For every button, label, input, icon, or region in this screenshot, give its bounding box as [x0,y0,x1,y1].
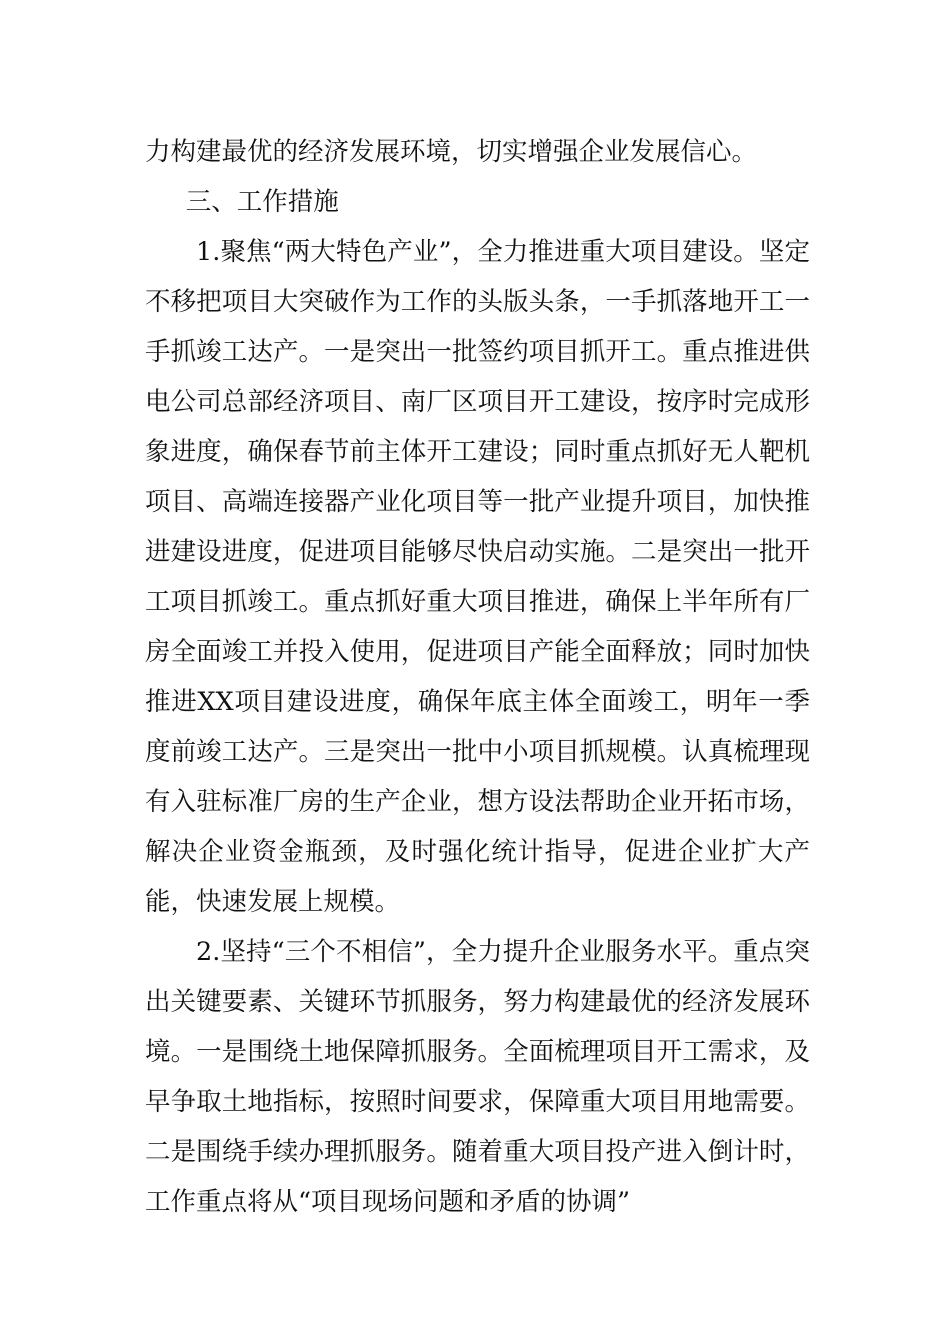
section-heading: 三、工作措施 [185,187,339,217]
document-body [145,127,810,1227]
paragraph-measure-2: 2.坚持“三个不相信”，全力提升企业服务水平。重点突出关键要素、关键环节抓服务，努力构建最优的经济发展环境。一是围绕土地保障抓服务。全面梳理项目开工需求，及早争取土地指标，按照时间要求，保障重大项目用地需要。二是围绕手续办理抓服务。随着重大项目投产进入倒计时，工作重点将从“项目现场问题和矛盾的协调” [145,937,810,1217]
paragraph-measure-1: 1.聚焦“两大特色产业”，全力推进重大项目建设。坚定不移把项目大突破作为工作的头版头条，一手抓落地开工一手抓竣工达产。一是突出一批签约项目抓开工。重点推进供电公司总部经济项目、南厂区项目开工建设，按序时完成形象进度，确保春节前主体开工建设；同时重点抓好无人靶机项目、高端连接器产业化项目等一批产业提升项目，加快推进建设进度，促进项目能够尽快启动实施。二是突出一批开工项目抓竣工。重点抓好重大项目推进，确保上半年所有厂房全面竣工并投入使用，促进项目产能全面释放；同时加快推进XX项目建设进度，确保年底主体全面竣工，明年一季度前竣工达产。三是突出一批中小项目抓规模。认真梳理现有入驻标准厂房的生产企业，想方设法帮助企业开拓市场，解决企业资金瓶颈，及时强化统计指导，促进企业扩大产能，快速发展上规模。 [145,237,810,917]
paragraph-continuation: 力构建最优的经济发展环境，切实增强企业发展信心。 [145,137,758,167]
